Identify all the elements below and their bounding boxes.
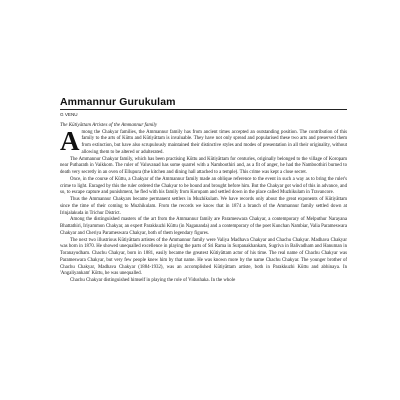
article-column bbox=[60, 96, 347, 285]
paragraph-text: mong the Chakyar families, the Ammannur family has from ancient times accepted an outstanding position. The contribution of this family to the arts of Kūttu and Kūtiyāttam is invaluable. They have not only spread and popularised these two arts and preserved them from extinction, but have also scrupulously maintained their distinctive styles and modes of presentation in all their originality, without allowing them to be altered or adulterated. bbox=[81, 129, 347, 155]
title-rule bbox=[60, 109, 347, 110]
paragraph: Chachu Chakyar distinguished himself in playing the role of Vidushaka. In the whole bbox=[70, 278, 236, 283]
paragraph: Thus the Ammannur Chakyars became permanent settlers in Muzhikulam. We have records only about the great exponents of Kūtiyāttam since the time of their coming to Muzhikulam. From the records we know that in 1874 a branch of the Ammannur family settled down at Irinjalakuda in Trichur District. bbox=[60, 197, 347, 216]
paragraph: Among the distinguished masters of the art from the Ammannur family are Parameswara Chakyar, a contemporary of Melputhur Narayana Bhattathiri, Iriyammon Chakyar, an expert Parakkuzhi Kūttu (in Nagananda) and a contemporary of the poet Kunchan Nambiar, Valia Parameswara Chakyar and Cheriya Parameswara Chakyar, both of them legendary figures. bbox=[60, 217, 347, 236]
article-author: G VENU bbox=[60, 112, 78, 117]
paragraph: The next two illustrious Kūtiyāttam artistes of the Ammannur family were Valiya Madhava Chakyar and Chachu Chakyar. Madhava Chakyar was born in 1870. He showed unequalled excellence in playing the parts of Sri Rama in Surpanakhankam, Sugriva in Balivadham and Hanuman in Toranayudham. Chachu Chakyar, born in 1881, easily became the greatest Kūtiyāttam actor of his time. The real name of Chachu Chakyar was Parameswara Chakyar, but very few people knew him by that name. He was known more by the name Chachu Chakyar. The younger brother of Chachu Chakyar, Madhava Chakyar (1884-1932), was an accomplished Kūtiyāttam artiste, both in Parakkuzhi Kūttu and abhinaya. In 'Angaliyankam' Kūttu, he was unequalled. bbox=[60, 237, 347, 277]
drop-cap: A bbox=[60, 125, 80, 156]
paragraph: Once, in the course of Kūttu, a Chakyar of the Ammannur family made an oblique reference to the event in such a way as to bring the ruler's crime to light. Enraged by this the ruler ordered the Chakyar to be bound and brought before him. But the Chakyar got wind of this in advance, and so, to escape capture and punishment, he fled with his family from Koropam and settled down in the place called Muzhikulam in Travancore. bbox=[60, 176, 347, 196]
article-subheading: The Kūtiyāttam Artistes of the Ammannur family bbox=[60, 123, 158, 128]
article-title: Ammannur Gurukulam bbox=[60, 96, 176, 108]
paragraph: The Ammannur Chakyar family, which has been practising Kūttu and Kūtiyāttam for centuries, originally belonged to the village of Koropam near Putharath in Vaikkom. The ruler of Valuvanad has some quarrel with a Namboothiri and, as a fit of anger, he had the Namboothiri burned to death very secretly in an oven of Ellupura (the kitchen and dining hall attached to a temple). This crime was kept a close secret. bbox=[60, 156, 347, 175]
